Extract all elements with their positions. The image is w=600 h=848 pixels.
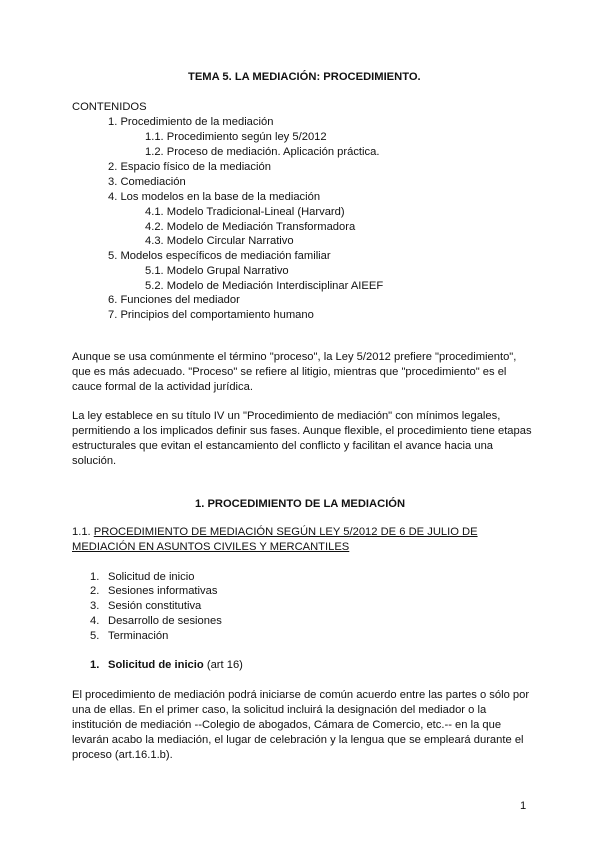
phase-number: 5.	[90, 630, 100, 642]
phase-number: 1.	[90, 571, 100, 583]
phase-item: Sesiones informativas	[108, 585, 218, 597]
phase-number: 2.	[90, 585, 100, 597]
contents-item: 4.3. Modelo Circular Narrativo	[145, 235, 294, 247]
contents-item: 4.2. Modelo de Mediación Transformadora	[145, 221, 356, 233]
subsection-number: 1.1.	[72, 526, 91, 538]
subsection-heading	[72, 525, 492, 555]
page-title: TEMA 5. LA MEDIACIÓN: PROCEDIMIENTO.	[188, 71, 421, 83]
subsection-title: PROCEDIMIENTO DE MEDIACIÓN SEGÚN LEY 5/2012 DE 6 DE JULIO DE MEDIACIÓN EN ASUNTOS CIVILES Y MERCANTILES	[72, 526, 478, 553]
contents-item: 5. Modelos específicos de mediación familiar	[108, 250, 331, 262]
contents-item: 4.1. Modelo Tradicional-Lineal (Harvard)	[145, 206, 345, 218]
phase-item: Terminación	[108, 630, 169, 642]
contents-item: 5.2. Modelo de Mediación Interdisciplinar AIEEF	[145, 280, 384, 292]
phase-detail-ref: (art 16)	[206, 659, 243, 671]
phase-detail-number: 1.	[90, 659, 100, 671]
contents-item: 4. Los modelos en la base de la mediación	[108, 191, 321, 203]
page-number: 1	[520, 800, 527, 812]
paragraph-titulo-iv: La ley establece en su título IV un "Procedimiento de mediación" con mínimos legales, permitiendo a los implicados definir sus fases. Aunque flexible, el procedimiento tiene etapas estructurales que evitan el estancamiento del conflicto y facilitan el avance hacia una solución.	[72, 410, 532, 467]
phase-detail-heading	[108, 658, 243, 673]
contents-item: 3. Comediación	[108, 176, 186, 188]
contents-item: 1. Procedimiento de la mediación	[108, 116, 274, 128]
paragraph-solicitud: El procedimiento de mediación podrá iniciarse de común acuerdo entre las partes o sólo por una de ellas. En el primer caso, la solicitud incluirá la designación del mediador o la institución de mediación --Colegio de abogados, Cámara de Comercio, etc.-- en la que levarán acabo la mediación, el lugar de celebración y la lengua que se empleará durante el proceso (art.16.1.b).	[72, 689, 530, 761]
phase-number: 4.	[90, 615, 100, 627]
section-heading: 1. PROCEDIMIENTO DE LA MEDIACIÓN	[195, 498, 406, 510]
phase-detail-title: Solicitud de inicio	[108, 659, 204, 671]
contents-heading: CONTENIDOS	[72, 101, 147, 113]
phase-item: Solicitud de inicio	[108, 571, 195, 583]
contents-item: 7. Principios del comportamiento humano	[108, 309, 314, 321]
phase-item: Desarrollo de sesiones	[108, 615, 222, 627]
phase-number: 3.	[90, 600, 100, 612]
contents-item: 5.1. Modelo Grupal Narrativo	[145, 265, 289, 277]
contents-item: 1.1. Procedimiento según ley 5/2012	[145, 131, 327, 143]
phase-item: Sesión constitutiva	[108, 600, 202, 612]
contents-item: 2. Espacio físico de la mediación	[108, 161, 271, 173]
contents-item: 6. Funciones del mediador	[108, 294, 240, 306]
paragraph-proceso: Aunque se usa comúnmente el término "proceso", la Ley 5/2012 prefiere "procedimiento", que es más adecuado. "Proceso" se refiere al litigio, mientras que "procedimiento" es el cauce formal de la actividad jurídica.	[72, 351, 517, 393]
contents-item: 1.2. Proceso de mediación. Aplicación práctica.	[145, 146, 380, 158]
